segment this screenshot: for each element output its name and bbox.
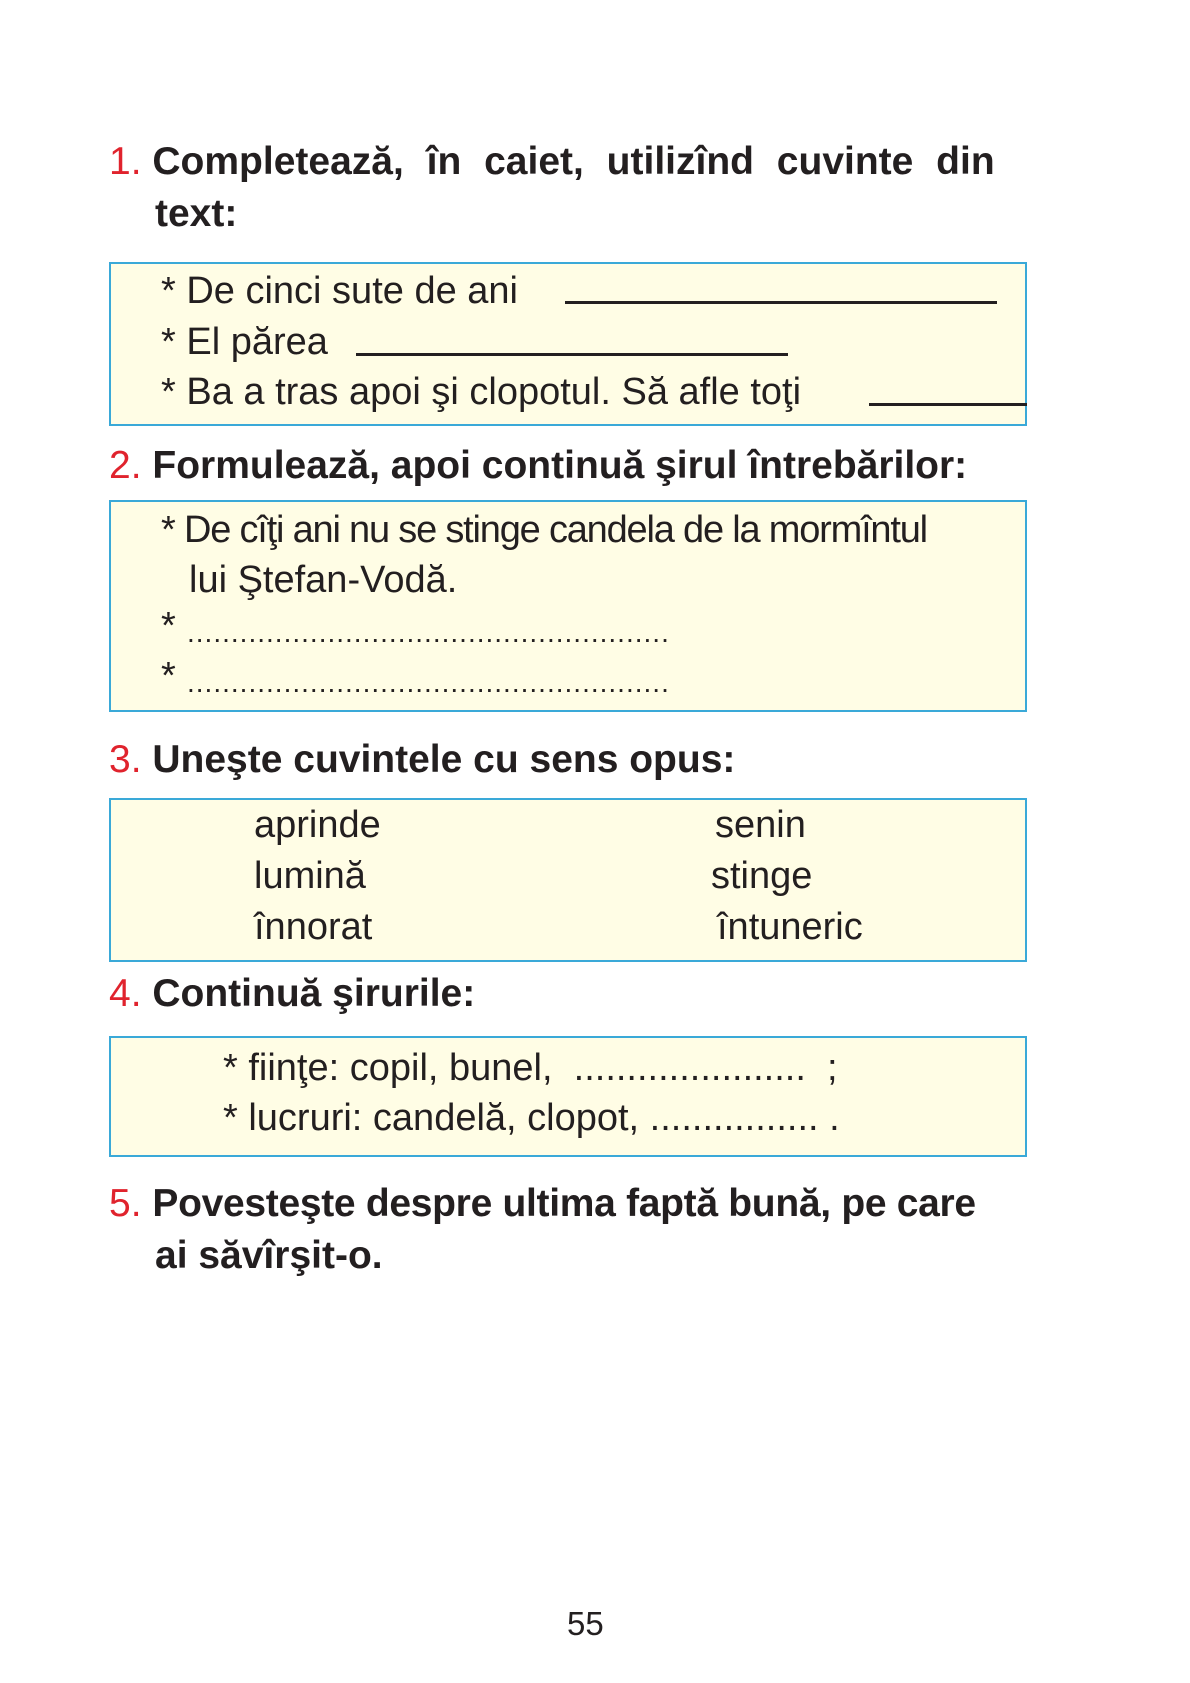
exercise-line: * (161, 655, 176, 697)
task-title: Uneşte cuvintele cu sens opus: (152, 738, 736, 781)
word-right[interactable]: senin (715, 804, 806, 846)
task-number: 2. (109, 444, 142, 487)
exercise-line: * lucruri: candelă, clopot, ................ . (223, 1097, 840, 1139)
task-1-heading (109, 136, 1029, 188)
word-left[interactable]: aprinde (254, 804, 381, 846)
task-title: Povesteşte despre ultima faptă bună, pe care (152, 1182, 976, 1225)
exercise-line: * (161, 605, 176, 647)
task-5-heading-cont: ai săvîrşit-o. (155, 1234, 383, 1277)
task-number: 1. (109, 140, 142, 183)
task-1-heading-cont: text: (155, 192, 238, 235)
task-number: 5. (109, 1182, 142, 1225)
fill-blank[interactable] (869, 403, 1027, 406)
task-number: 4. (109, 972, 142, 1015)
task-4-box (109, 1036, 1027, 1157)
task-2-heading (109, 440, 1039, 492)
fill-blank[interactable] (356, 353, 788, 356)
task-title: Formulează, apoi continuă şirul întrebărilor: (152, 444, 968, 487)
fill-blank[interactable] (565, 301, 997, 304)
word-right[interactable]: stinge (711, 855, 813, 897)
exercise-line: * De cinci sute de ani (161, 270, 518, 312)
word-left[interactable]: lumină (254, 855, 366, 897)
word-right[interactable]: întuneric (717, 906, 863, 948)
task-2-box (109, 500, 1027, 712)
exercise-line: * De cîţi ani nu se stinge candela de la mormîntul (161, 509, 927, 551)
task-1-box (109, 262, 1027, 426)
exercise-line: lui Ştefan-Vodă. (189, 559, 458, 601)
task-3-heading (109, 734, 735, 786)
exercise-line: * El părea (161, 321, 328, 363)
task-number: 3. (109, 738, 142, 781)
exercise-line: * fiinţe: copil, bunel, ...................... ; (223, 1047, 838, 1089)
dotted-answer-line[interactable]: ....................................................... (187, 617, 670, 648)
task-3-box (109, 798, 1027, 962)
task-5-heading (109, 1178, 1049, 1230)
dotted-answer-line[interactable]: ....................................................... (187, 667, 670, 698)
task-title: Continuă şirurile: (152, 972, 476, 1015)
task-4-heading (109, 968, 475, 1020)
task-title: Completează, în caiet, utilizînd cuvinte din (152, 140, 995, 183)
page-number: 55 (567, 1605, 604, 1642)
exercise-line: * Ba a tras apoi şi clopotul. Să afle toţi (161, 371, 802, 413)
word-left[interactable]: înnorat (254, 906, 373, 948)
